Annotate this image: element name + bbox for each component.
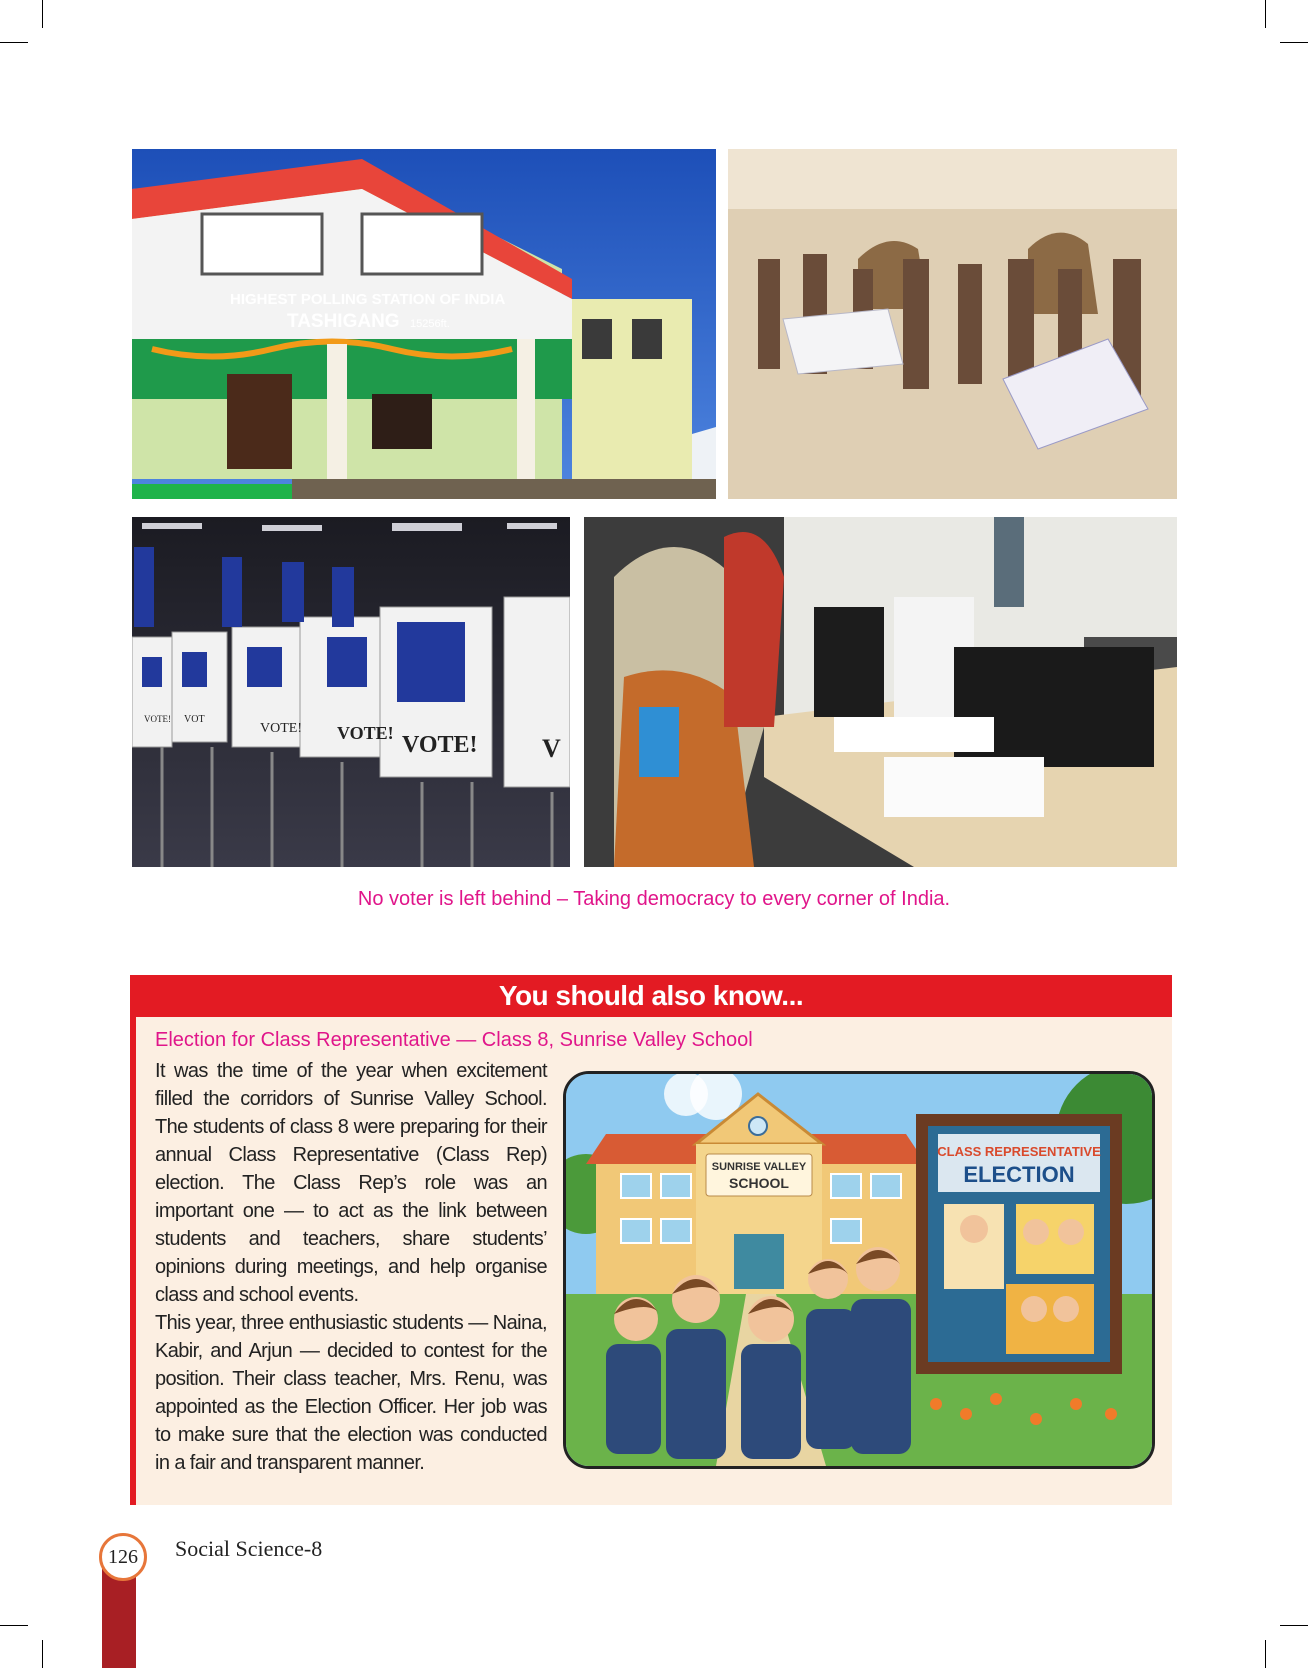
station-sign-line1: HIGHEST POLLING STATION OF INDIA: [230, 291, 506, 308]
illustration-class-election: [563, 1071, 1155, 1469]
crop-mark: [1265, 1640, 1266, 1668]
crop-mark: [42, 0, 43, 28]
booth-label: VOTE!: [337, 723, 394, 743]
book-title: Social Science-8: [175, 1536, 323, 1561]
info-box-subheading: Election for Class Representative — Class 8, Sunrise Valley School: [155, 1029, 753, 1051]
board-title-line2: ELECTION: [963, 1162, 1075, 1187]
booth-label: VOTE!: [260, 721, 302, 736]
info-box-header: You should also know...: [130, 975, 1172, 1017]
crop-mark: [42, 1640, 43, 1668]
photo-desert-camel-voters: [728, 149, 1177, 499]
photo-voter-ink-marking: [584, 517, 1177, 867]
station-sign-line2: TASHIGANG: [287, 311, 400, 332]
booth-label: VOT: [184, 714, 205, 725]
page-number: 126: [99, 1533, 147, 1581]
crop-mark: [1280, 42, 1308, 43]
photo-highest-polling-station: [132, 149, 716, 499]
info-box-accent: [130, 975, 136, 1505]
crop-mark: [0, 42, 28, 43]
booth-label: VOTE!: [144, 714, 171, 724]
photo-caption: No voter is left behind – Taking democracy to every corner of India.: [357, 888, 951, 910]
info-box-body: [155, 1057, 547, 1477]
board-title-line1: CLASS REPRESENTATIVE: [937, 1144, 1101, 1159]
booth-label: V: [542, 734, 561, 763]
photo-voting-booths: [132, 517, 570, 867]
info-box-paragraph: It was the time of the year when excitement filled the corridors of Sunrise Valley School. The students of class 8 were preparing for their annual Class Representative (Class Rep) election. The Class Rep’s role was an important one — to act as the link between students and teachers, share students’ opinions during meetings, and help organise class and school events.: [155, 1060, 547, 1306]
info-box-paragraph: This year, three enthusiastic students — Naina, Kabir, and Arjun — decided to contest for the position. Their class teacher, Mrs. Renu, was appointed as the Election Officer. Her job was to make sure that the election was conducted in a fair and transparent manner.: [155, 1312, 547, 1474]
school-sign-line1: SUNRISE VALLEY: [711, 1161, 807, 1173]
crop-mark: [0, 1625, 28, 1626]
crop-mark: [1280, 1625, 1308, 1626]
booth-label: VOTE!: [402, 732, 478, 758]
crop-mark: [1265, 0, 1266, 28]
station-sign-altitude: 15256ft.: [410, 318, 450, 330]
school-sign-line2: SCHOOL: [729, 1175, 789, 1191]
